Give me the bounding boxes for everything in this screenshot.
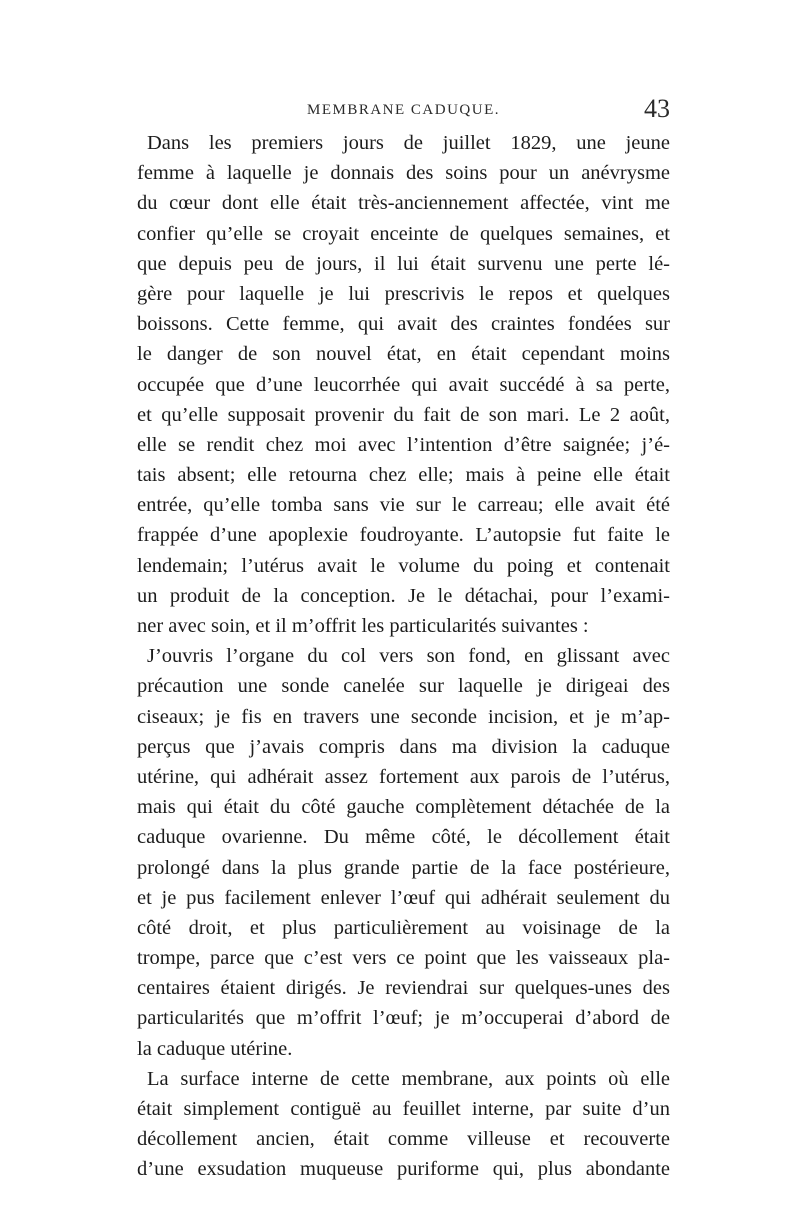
text-line: côté droit, et plus particulièrement au voisinage de la <box>137 916 670 939</box>
text-line: décollement ancien, était comme villeuse et recouverte <box>137 1128 670 1151</box>
text-line: prolongé dans la plus grande partie de la face postérieure, <box>137 856 670 879</box>
running-title: MEMBRANE CADUQUE. <box>306 102 500 118</box>
text-line: précaution une sonde canelée sur laquelle je dirigeai des <box>137 675 670 698</box>
paragraph-1 <box>137 128 670 641</box>
text-line: d’une exsudation muqueuse puriforme qui, plus abondante <box>137 1158 670 1181</box>
text-line: ner avec soin, et il m’offrit les particularités suivantes : <box>137 615 589 637</box>
text-line: centaires étaient dirigés. Je reviendrai sur quelques-unes des <box>137 977 670 1000</box>
text-line: caduque ovarienne. Du même côté, le décollement était <box>137 826 670 849</box>
text-line: particularités que m’offrit l’œuf; je m’occuperai d’abord de <box>137 1007 670 1030</box>
text-line: la caduque utérine. <box>137 1037 293 1060</box>
text-line: La surface interne de cette membrane, aux points où elle <box>147 1067 670 1090</box>
paragraph-2 <box>137 641 670 1064</box>
page-number: 43 <box>644 94 670 123</box>
text-line: J’ouvris l’organe du col vers son fond, en glissant avec <box>147 645 670 668</box>
text-line: le danger de son nouvel état, en était cependant moins <box>137 343 670 366</box>
text-line: et je pus facilement enlever l’œuf qui adhérait seulement du <box>137 886 670 909</box>
text-line: était simplement contiguë au feuillet interne, par suite d’un <box>137 1098 670 1120</box>
text-line: elle se rendit chez moi avec l’intention d’être saignée; j’é- <box>137 433 670 456</box>
text-line: tais absent; elle retourna chez elle; mais à peine elle était <box>137 464 670 487</box>
text-line: lendemain; l’utérus avait le volume du poing et contenait <box>137 554 670 577</box>
text-line: ciseaux; je fis en travers une seconde incision, et je m’ap- <box>137 705 670 728</box>
text-line: frappée d’une apoplexie foudroyante. L’autopsie fut faite le <box>137 524 670 547</box>
body-text <box>137 128 670 1185</box>
text-line: que depuis peu de jours, il lui était survenu une perte lé- <box>137 252 670 275</box>
text-line: occupée que d’une leucorrhée qui avait succédé à sa perte, <box>137 373 670 396</box>
text-line: utérine, qui adhérait assez fortement aux parois de l’utérus, <box>137 765 670 788</box>
text-line: gère pour laquelle je lui prescrivis le repos et quelques <box>137 282 670 305</box>
text-line: femme à laquelle je donnais des soins pour un anévrysme <box>137 162 670 185</box>
text-line: et qu’elle supposait provenir du fait de son mari. Le 2 août, <box>137 403 670 426</box>
text-line: mais qui était du côté gauche complètement détachée de la <box>137 796 670 819</box>
text-line: confier qu’elle se croyait enceinte de quelques semaines, et <box>137 222 670 245</box>
text-line: boissons. Cette femme, qui avait des craintes fondées sur <box>137 313 670 336</box>
paragraph-3 <box>137 1064 670 1185</box>
text-line: entrée, qu’elle tomba sans vie sur le carreau; elle avait été <box>137 494 670 517</box>
text-line: perçus que j’avais compris dans ma division la caduque <box>137 735 670 758</box>
text-line: un produit de la conception. Je le détachai, pour l’exami- <box>137 584 670 607</box>
text-line: Dans les premiers jours de juillet 1829, une jeune <box>147 132 670 154</box>
text-line: du cœur dont elle était très-anciennement affectée, vint me <box>137 192 670 215</box>
text-line: trompe, parce que c’est vers ce point que les vaisseaux pla- <box>137 947 670 970</box>
